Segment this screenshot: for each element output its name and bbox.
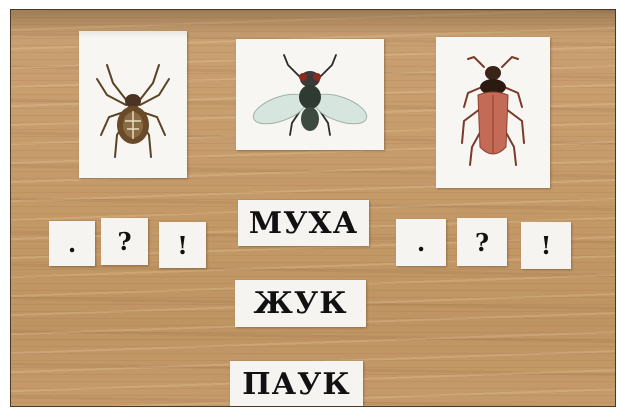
word-label: МУХА: [248, 205, 359, 241]
beetle-picture-card: [436, 37, 550, 188]
word-label: ПАУК: [242, 366, 351, 402]
spider-picture-card: [79, 31, 187, 178]
punct-label: !: [177, 230, 188, 260]
punct-card-right-question[interactable]: [457, 218, 507, 266]
beetle-illustration: [436, 37, 550, 188]
word-card-spider[interactable]: [230, 361, 363, 407]
punct-label: ?: [117, 227, 132, 256]
spider-illustration: [79, 31, 187, 178]
punct-card-right-period[interactable]: [396, 219, 446, 266]
punct-card-right-exclamation[interactable]: [521, 222, 571, 269]
punct-card-left-question[interactable]: [101, 218, 148, 265]
word-card-beetle[interactable]: [235, 280, 366, 327]
punct-label: !: [540, 231, 552, 260]
word-label: ЖУК: [253, 286, 348, 321]
fly-illustration: [236, 39, 384, 150]
punct-label: .: [67, 229, 77, 258]
punct-label: .: [416, 228, 426, 257]
punct-label: ?: [474, 227, 490, 257]
punct-card-left-period[interactable]: [49, 221, 95, 266]
punct-card-left-exclamation[interactable]: [159, 222, 206, 268]
wooden-board: [10, 9, 616, 407]
fly-picture-card: [236, 39, 384, 150]
word-card-fly[interactable]: [238, 200, 369, 246]
